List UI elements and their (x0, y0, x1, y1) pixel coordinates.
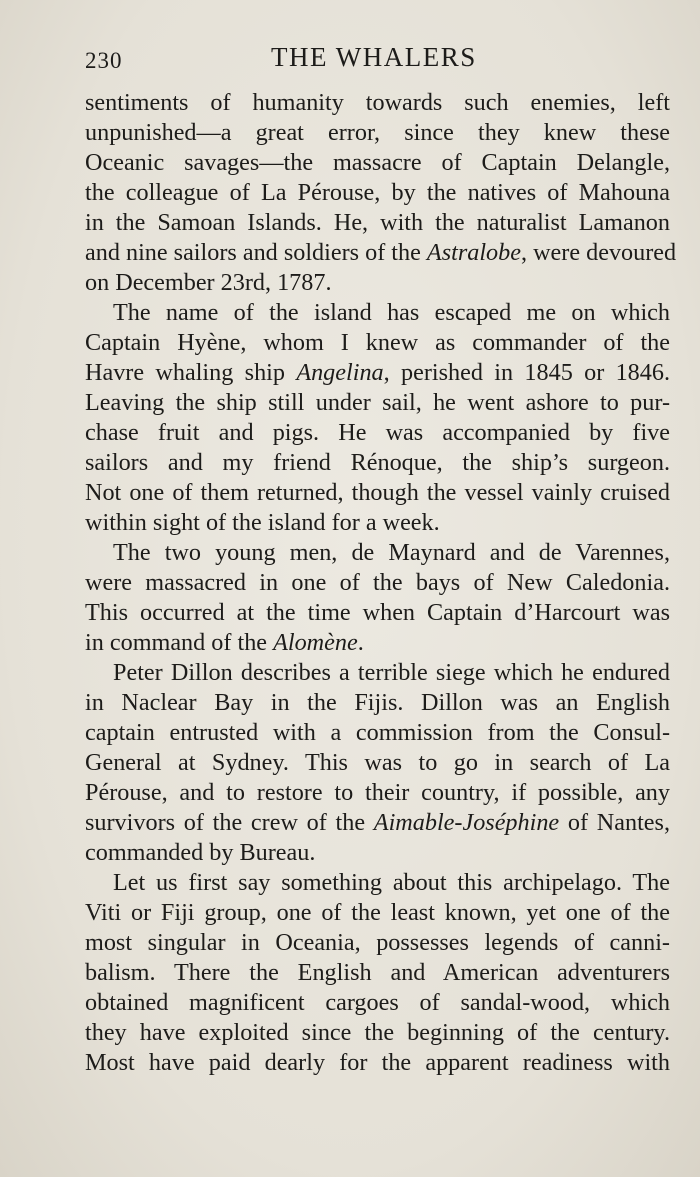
text-segment: survivors of the crew of the (85, 809, 374, 836)
text-line (85, 928, 670, 958)
text-line (85, 358, 670, 388)
text-line (85, 658, 670, 688)
text-segment: Let us first say something about this archipelago. The (113, 869, 670, 896)
body-text (85, 88, 677, 1078)
text-line (85, 688, 670, 718)
text-segment: . (357, 629, 364, 656)
text-segment: on December 23rd, 1787. (85, 269, 332, 296)
text-segment: Viti or Fiji group, one of the least known, yet one of the (85, 899, 670, 926)
italic-title: Angelina (296, 359, 384, 386)
italic-title: Astralobe (426, 239, 521, 266)
text-segment: captain entrusted with a commission from the Consul- (85, 719, 670, 746)
text-line (85, 418, 670, 448)
text-line (85, 718, 670, 748)
text-line (85, 118, 670, 148)
text-segment: of Nantes, (559, 809, 670, 836)
text-segment: General at Sydney. This was to go in search of La (85, 749, 670, 776)
page-header (85, 42, 665, 78)
running-head: THE WHALERS (271, 42, 477, 72)
text-line (85, 88, 670, 118)
text-segment: within sight of the island for a week. (85, 509, 440, 536)
text-segment: , were devoured (520, 239, 677, 266)
text-segment: , perished in 1845 or 1846. (383, 359, 670, 386)
text-line (85, 208, 670, 238)
text-line (85, 778, 670, 808)
text-segment: unpunished—a great error, since they knew these (85, 119, 670, 146)
text-segment: Peter Dillon describes a terrible siege which he endured (113, 659, 670, 686)
text-line (85, 748, 670, 778)
text-segment: commanded by Bureau. (85, 839, 316, 866)
text-line (85, 328, 670, 358)
text-line (85, 268, 670, 298)
text-line (85, 448, 670, 478)
text-segment: most singular in Oceania, possesses legends of canni- (85, 929, 670, 956)
text-line (85, 598, 670, 628)
text-segment: in Naclear Bay in the Fijis. Dillon was an English (85, 689, 670, 716)
text-segment: This occurred at the time when Captain d’Harcourt was (85, 599, 670, 626)
text-segment: were massacred in one of the bays of New Caledonia. (85, 569, 670, 596)
text-line (85, 298, 670, 328)
text-line (85, 808, 670, 838)
text-segment: in the Samoan Islands. He, with the naturalist Lamanon (85, 209, 670, 236)
text-segment: they have exploited since the beginning of the century. (85, 1019, 670, 1046)
text-segment: sentiments of humanity towards such enemies, left (85, 89, 670, 116)
text-line (85, 478, 670, 508)
text-segment: The name of the island has escaped me on which (113, 299, 670, 326)
text-line (85, 958, 670, 988)
text-segment: sailors and my friend Rénoque, the ship’s surgeon. (85, 449, 670, 476)
text-segment: chase fruit and pigs. He was accompanied by five (85, 419, 670, 446)
text-line (85, 1048, 670, 1078)
text-segment: and nine sailors and soldiers of the (85, 239, 427, 266)
italic-title: Aimable-Joséphine (373, 809, 560, 836)
text-segment: Oceanic savages—the massacre of Captain Delangle, (85, 149, 670, 176)
text-line (85, 1018, 670, 1048)
text-line (85, 508, 670, 538)
text-line (85, 538, 670, 568)
text-segment: the colleague of La Pérouse, by the natives of Mahouna (85, 179, 670, 206)
text-line (85, 568, 670, 598)
text-line (85, 388, 670, 418)
page-number: 230 (85, 48, 123, 73)
text-line (85, 988, 670, 1018)
text-segment: balism. There the English and American adventurers (85, 959, 670, 986)
text-segment: Not one of them returned, though the vessel vainly cruised (85, 479, 670, 506)
text-segment: obtained magnificent cargoes of sandal-wood, which (85, 989, 670, 1016)
text-line (85, 868, 670, 898)
text-line (85, 178, 670, 208)
text-segment: Leaving the ship still under sail, he went ashore to pur- (85, 389, 670, 416)
text-line (85, 628, 670, 658)
text-line (85, 148, 670, 178)
text-line (85, 898, 670, 928)
text-segment: Captain Hyène, whom I knew as commander of the (85, 329, 670, 356)
text-segment: The two young men, de Maynard and de Varennes, (113, 539, 670, 566)
text-segment: Pérouse, and to restore to their country, if possible, any (85, 779, 670, 806)
italic-title: Alomène (273, 629, 358, 656)
text-line (85, 238, 677, 268)
text-line (85, 838, 670, 868)
text-segment: Most have paid dearly for the apparent readiness with (85, 1049, 670, 1076)
text-segment: Havre whaling ship (85, 359, 297, 386)
text-segment: in command of the (85, 629, 274, 656)
